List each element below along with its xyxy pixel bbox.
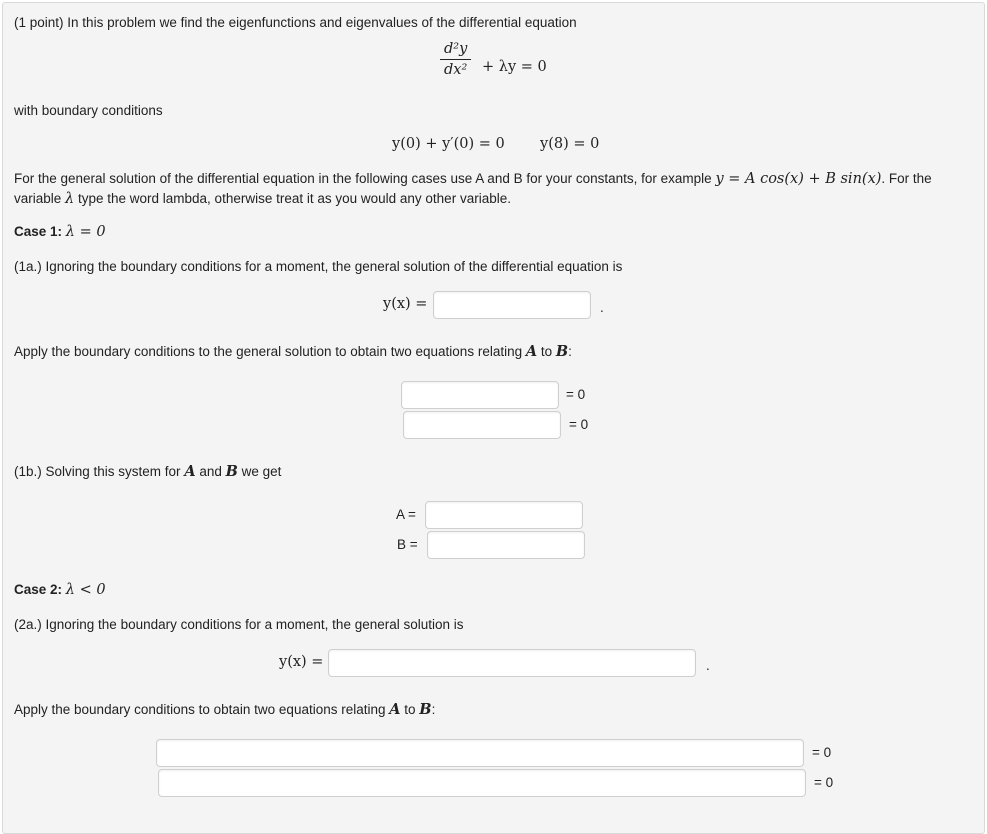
instructions-line1 bbox=[14, 171, 932, 187]
case1-A-input[interactable] bbox=[425, 501, 583, 529]
case1-B-input[interactable] bbox=[427, 531, 585, 559]
bc-2: y(8) = 0 bbox=[540, 136, 600, 152]
case2-apply-a: Apply the boundary conditions to obtain two equations relating bbox=[14, 702, 390, 717]
case1-part-b-a: (1b.) Solving this system for bbox=[14, 464, 185, 479]
case1-A-label: A = bbox=[396, 507, 416, 522]
case1-apply-B: B bbox=[555, 343, 569, 360]
ode-denominator: dx² bbox=[444, 62, 468, 78]
intro-text: In this problem we find the eigenfunctions and eigenvalues of the differential equation bbox=[67, 15, 577, 30]
case1-part-b-and: and bbox=[195, 464, 226, 479]
instructions-text-1b: . For the bbox=[881, 171, 932, 186]
case1-bc-equation-1-input[interactable] bbox=[401, 381, 559, 409]
case1-heading bbox=[14, 224, 106, 240]
instructions-text-1a: For the general solution of the differential equation in the following cases use A and B for your constants, for example bbox=[14, 171, 716, 186]
example-formula: y = A cos(x) + B sin(x) bbox=[715, 171, 882, 187]
case2-period: . bbox=[706, 658, 710, 673]
case2-apply-B: B bbox=[419, 701, 432, 718]
case2-apply-text bbox=[14, 701, 435, 718]
case1-apply-A: A bbox=[525, 343, 538, 360]
case2-bc-equation-2-input[interactable] bbox=[158, 769, 806, 797]
case1-part-b-A: A bbox=[184, 463, 196, 480]
case1-part-b-end: we get bbox=[237, 464, 282, 479]
case1-eq1-zero: = 0 bbox=[566, 387, 586, 402]
case1-bc-equation-2-input[interactable] bbox=[403, 411, 561, 439]
case1-apply-text bbox=[14, 343, 572, 360]
intro-line bbox=[14, 15, 577, 30]
case1-apply-colon: : bbox=[568, 344, 572, 359]
case1-B-label: B = bbox=[397, 537, 418, 552]
case1-condition: λ = 0 bbox=[65, 224, 106, 240]
case1-apply-to: to bbox=[537, 344, 556, 359]
case2-label: Case 2: bbox=[14, 582, 63, 597]
points-label: (1 point) bbox=[14, 15, 64, 30]
ode-rest: + λy = 0 bbox=[482, 59, 547, 75]
bc-label: with boundary conditions bbox=[14, 103, 163, 118]
lambda-symbol: λ bbox=[65, 191, 75, 207]
case2-bc-equation-1-input[interactable] bbox=[156, 739, 804, 767]
ode-numerator: d²y bbox=[444, 41, 468, 57]
case1-part-b-B: B bbox=[225, 463, 238, 480]
case2-apply-A: A bbox=[389, 701, 401, 718]
case1-label: Case 1: bbox=[14, 224, 63, 239]
instructions-line2 bbox=[14, 191, 511, 207]
case1-part-a: (1a.) Ignoring the boundary conditions for a moment, the general solution of the differential equation is bbox=[14, 259, 623, 274]
case2-apply-to: to bbox=[400, 702, 420, 717]
fraction-bar bbox=[440, 59, 471, 60]
bc-1: y(0) + y′(0) = 0 bbox=[392, 136, 505, 152]
case1-yx-label: y(x) = bbox=[383, 296, 428, 312]
case1-apply-a: Apply the boundary conditions to the general solution to obtain two equations relating bbox=[14, 344, 526, 359]
ode-fraction bbox=[440, 41, 471, 78]
instructions-text-2a: variable bbox=[14, 191, 66, 206]
case1-part-b bbox=[14, 463, 281, 480]
case2-general-solution-input[interactable] bbox=[328, 649, 696, 677]
problem-panel bbox=[2, 2, 985, 834]
case2-apply-colon: : bbox=[431, 702, 436, 717]
case1-general-solution-input[interactable] bbox=[433, 291, 591, 319]
case2-condition: λ < 0 bbox=[65, 582, 106, 598]
case2-eq2-zero: = 0 bbox=[814, 775, 834, 790]
case2-yx-label: y(x) = bbox=[279, 654, 324, 670]
case2-heading bbox=[14, 582, 106, 598]
case1-period: . bbox=[600, 300, 604, 315]
instructions-text-2b: type the word lambda, otherwise treat it as you would any other variable. bbox=[74, 191, 511, 206]
case1-eq2-zero: = 0 bbox=[569, 417, 589, 432]
case2-eq1-zero: = 0 bbox=[812, 745, 832, 760]
case2-part-a: (2a.) Ignoring the boundary conditions for a moment, the general solution is bbox=[14, 617, 464, 632]
